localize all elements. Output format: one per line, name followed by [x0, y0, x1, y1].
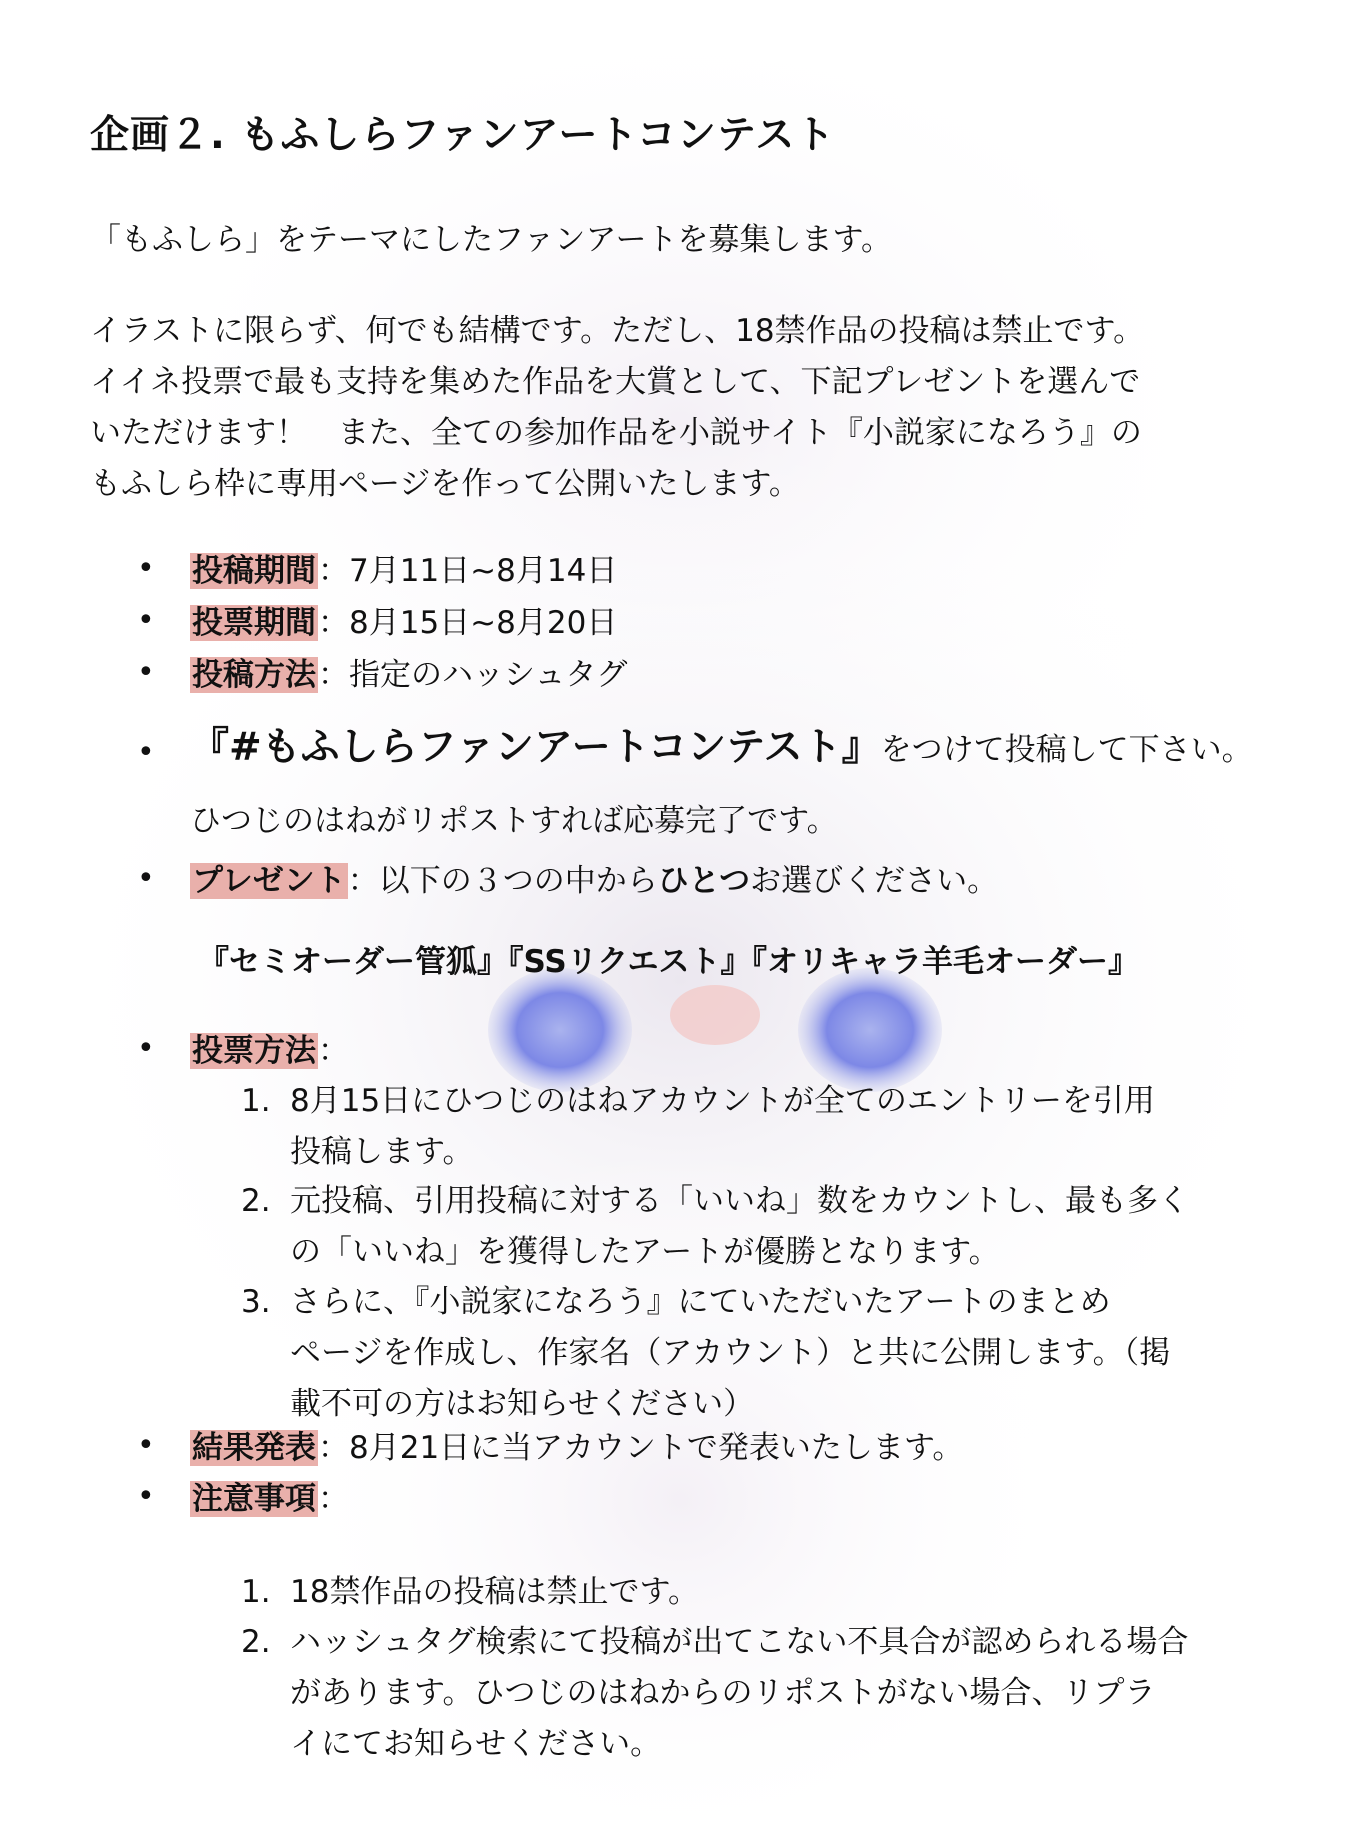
label-voting-period: 投票期間 [192, 605, 316, 641]
value-voting-method: ： [318, 1033, 349, 1069]
value-voting-period: ：8月15日~8月20日 [318, 605, 618, 641]
note-number: 2. [241, 1624, 271, 1660]
hashtag-instruction: をつけて投稿して下さい。 [880, 732, 1253, 768]
vote-step-3 [290, 1277, 1170, 1430]
bullet-dot: • [137, 1031, 155, 1066]
note-line: ハッシュタグ検索にて投稿が出てこない不具合が認められる場合 [290, 1624, 1189, 1660]
step-line: さらに、『小説家になろう』にていただいたアートのまとめ [290, 1284, 1111, 1320]
present-text-1: ：以下の３つの中から [347, 863, 658, 899]
list-item-voting-period [190, 598, 617, 649]
bullet-dot: • [137, 1479, 155, 1514]
intro-paragraph-1: 「もふしら」をテーマにしたファンアートを募集します。 [90, 222, 892, 258]
value-notes: ： [318, 1481, 349, 1517]
label-notes: 注意事項 [192, 1481, 316, 1517]
step-line: ページを作成し、作家名（アカウント）と共に公開します。（掲 [290, 1335, 1171, 1371]
page-title: 企画２. もふしらファンアートコンテスト [90, 113, 836, 158]
hashtag-text: 『#もふしらファンアートコンテスト』 [190, 725, 881, 770]
bullet-dot: • [137, 735, 155, 770]
present-options: 『セミオーダー管狐』『SSリクエスト』『オリキャラ羊毛オーダー』 [198, 944, 1140, 980]
list-item-present [190, 856, 998, 907]
label-results: 結果発表 [192, 1430, 316, 1466]
intro-line: イイネ投票で最も支持を集めた作品を大賞として、下記プレゼントを選んで [90, 364, 1141, 400]
bullet-dot: • [137, 861, 155, 896]
step-number: 3. [241, 1284, 271, 1320]
note-line: イにてお知らせください。 [290, 1726, 662, 1762]
value-results: ：8月21日に当アカウントで発表いたします。 [318, 1430, 964, 1466]
step-line: の「いいね」を獲得したアートが優勝となります。 [290, 1234, 1000, 1270]
intro-line: いただけます！ また、全ての参加作品を小説サイト『小説家になろう』の [90, 415, 1142, 451]
note-line: 18禁作品の投稿は禁止です。 [290, 1574, 699, 1610]
bullet-dot: • [137, 655, 155, 690]
hashtag-continuation: ひつじのはねがリポストすれば応募完了です。 [190, 803, 838, 839]
value-submission-method: ：指定のハッシュタグ [318, 657, 628, 693]
step-number: 1. [241, 1083, 271, 1119]
step-line: 載不可の方はお知らせください） [290, 1386, 755, 1422]
list-item-voting-method [190, 1026, 349, 1077]
intro-paragraph-2 [90, 306, 1144, 510]
intro-line: もふしら枠に専用ページを作って公開いたします。 [90, 466, 800, 502]
list-item-submission-period [190, 546, 617, 597]
note-line: があります。ひつじのはねからのリポストがない場合、リプラ [290, 1675, 1156, 1711]
vote-step-1 [290, 1076, 1155, 1178]
label-submission-method: 投稿方法 [192, 657, 316, 693]
note-2 [290, 1617, 1188, 1770]
present-text-bold: ひとつ [657, 863, 751, 899]
list-item-results [190, 1423, 963, 1474]
step-line: 8月15日にひつじのはねアカウントが全てのエントリーを引用 [290, 1083, 1155, 1119]
present-text-2: お選びください。 [750, 863, 999, 899]
label-present: プレゼント [192, 863, 346, 899]
step-line: 元投稿、引用投稿に対する「いいね」数をカウントし、最も多く [290, 1183, 1189, 1219]
vote-step-2 [290, 1176, 1189, 1278]
step-number: 2. [241, 1183, 271, 1219]
label-submission-period: 投稿期間 [192, 553, 316, 589]
bullet-dot: • [137, 1428, 155, 1463]
list-item-notes [190, 1474, 349, 1525]
bullet-dot: • [137, 603, 155, 638]
note-number: 1. [241, 1574, 271, 1610]
value-submission-period: ：7月11日~8月14日 [318, 553, 618, 589]
step-line: 投稿します。 [290, 1134, 474, 1170]
list-item-hashtag [190, 722, 1253, 776]
label-voting-method: 投票方法 [192, 1033, 316, 1069]
bullet-dot: • [137, 551, 155, 586]
intro-line: イラストに限らず、何でも結構です。ただし、18禁作品の投稿は禁止です。 [90, 313, 1145, 349]
list-item-submission-method [190, 650, 627, 701]
note-1 [290, 1567, 699, 1618]
